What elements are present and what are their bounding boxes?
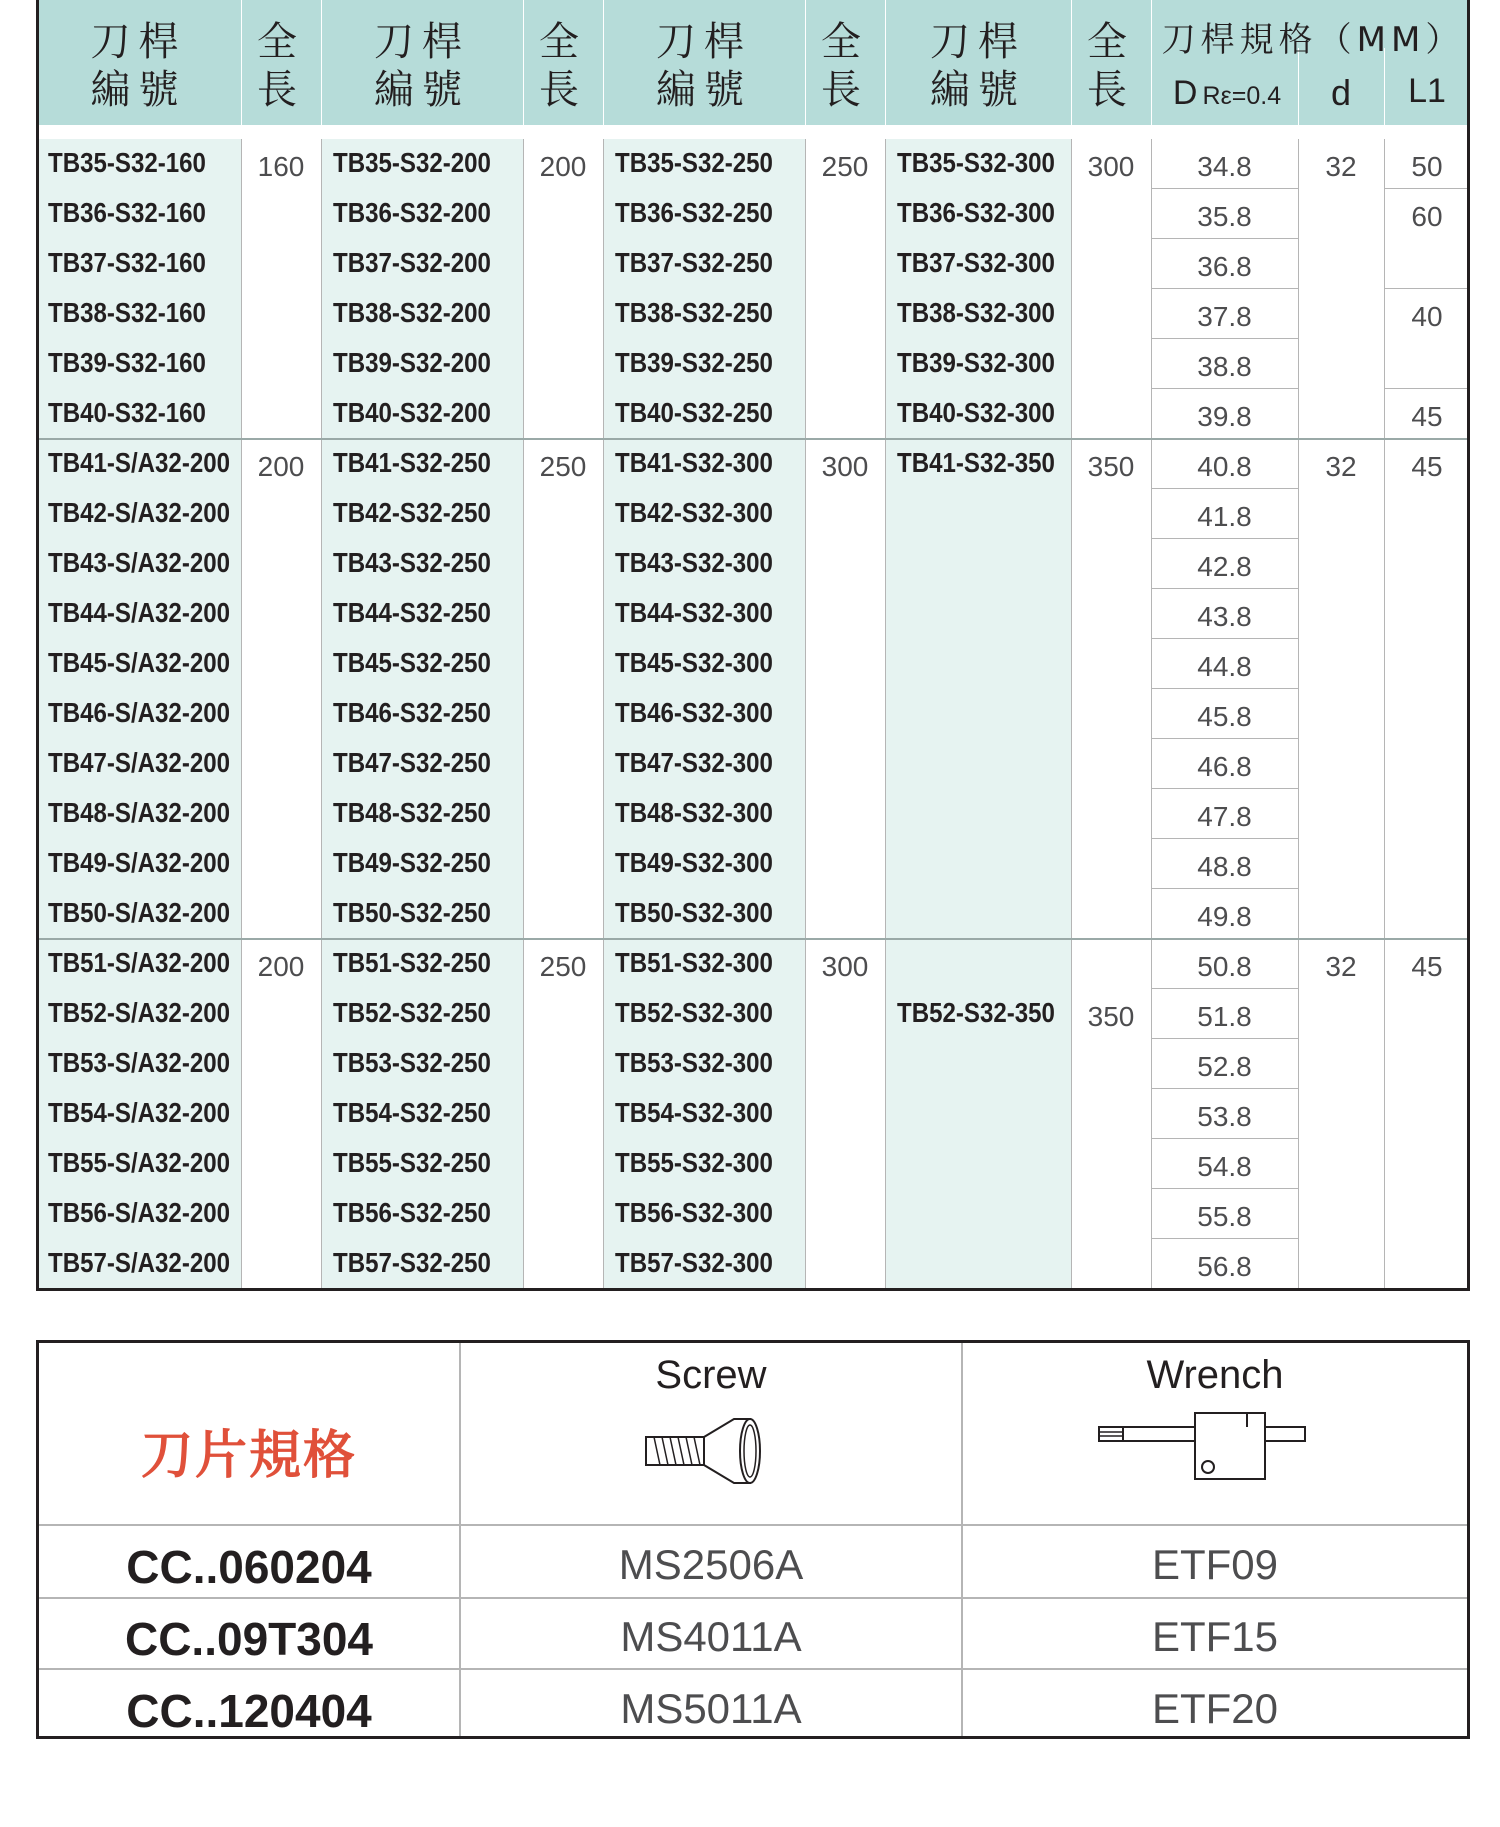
d-radius-value: 52.8 bbox=[1197, 1051, 1252, 1082]
holder-code: TB48-S/A32-200 bbox=[48, 797, 231, 828]
d-radius-value: 54.8 bbox=[1197, 1151, 1252, 1182]
cell-divider bbox=[1151, 388, 1298, 389]
d-radius-value: 56.8 bbox=[1197, 1251, 1252, 1282]
wrench-value-3: ETF20 bbox=[1151, 1685, 1279, 1732]
screw-value-2: MS4011A bbox=[620, 1613, 802, 1660]
cell-divider bbox=[1151, 988, 1298, 989]
d-radius-value: 38.8 bbox=[1197, 351, 1252, 382]
overall-length: 200 bbox=[257, 451, 305, 482]
d-radius-value: 44.8 bbox=[1197, 651, 1252, 682]
d-radius-value: 51.8 bbox=[1197, 1001, 1252, 1032]
column-divider bbox=[885, 139, 886, 1291]
holder-code: TB57-S32-250 bbox=[333, 1247, 491, 1278]
holder-code: TB40-S32-200 bbox=[333, 397, 491, 428]
screw-icon bbox=[644, 1413, 764, 1489]
header-code-2: 刀桿 編號 bbox=[374, 19, 470, 113]
d-radius-value: 47.8 bbox=[1197, 801, 1252, 832]
insert-code-2: CC..09T304 bbox=[124, 1613, 373, 1665]
holder-code: TB52-S/A32-200 bbox=[48, 997, 231, 1028]
cell-divider bbox=[1151, 238, 1298, 239]
column-divider bbox=[523, 139, 524, 1291]
l1-value: 45 bbox=[1411, 451, 1443, 482]
holder-code: TB57-S/A32-200 bbox=[48, 1247, 231, 1278]
holder-code: TB56-S32-250 bbox=[333, 1197, 491, 1228]
holder-code: TB41-S32-250 bbox=[333, 447, 491, 478]
overall-length: 200 bbox=[539, 151, 587, 182]
holder-code: TB52-S32-250 bbox=[333, 997, 491, 1028]
overall-length: 250 bbox=[539, 951, 587, 982]
holder-code: TB41-S32-350 bbox=[897, 447, 1055, 478]
overall-length: 250 bbox=[821, 151, 869, 182]
holder-code: TB56-S32-300 bbox=[615, 1197, 773, 1228]
holder-code: TB46-S32-300 bbox=[615, 697, 773, 728]
header-code-3: 刀桿 編號 bbox=[656, 19, 752, 113]
holder-code: TB39-S32-250 bbox=[615, 347, 773, 378]
cell-divider bbox=[1151, 738, 1298, 739]
holder-code: TB35-S32-250 bbox=[615, 147, 773, 178]
holder-code: TB40-S32-250 bbox=[615, 397, 773, 428]
holder-code: TB35-S32-200 bbox=[333, 147, 491, 178]
holder-code: TB43-S/A32-200 bbox=[48, 547, 231, 578]
shank-diameter: 32 bbox=[1325, 951, 1357, 982]
wrench-header: Wrench bbox=[1146, 1353, 1284, 1397]
holder-code: TB36-S32-250 bbox=[615, 197, 773, 228]
holder-code: TB49-S32-250 bbox=[333, 847, 491, 878]
holder-code: TB45-S32-250 bbox=[333, 647, 491, 678]
d-radius-value: 35.8 bbox=[1197, 201, 1252, 232]
holder-code: TB53-S32-300 bbox=[615, 1047, 773, 1078]
screw-value-3: MS5011A bbox=[620, 1685, 802, 1732]
overall-length: 200 bbox=[257, 951, 305, 982]
holder-code: TB36-S32-160 bbox=[48, 197, 206, 228]
holder-code: TB37-S32-200 bbox=[333, 247, 491, 278]
tool-holder-spec-table bbox=[36, 0, 1470, 1291]
header-length-2: 全 長 bbox=[539, 19, 587, 113]
holder-code: TB37-S32-300 bbox=[897, 247, 1055, 278]
cell-divider bbox=[1151, 288, 1298, 289]
cell-divider bbox=[1151, 1088, 1298, 1089]
holder-code: TB54-S32-250 bbox=[333, 1097, 491, 1128]
holder-code: TB42-S32-300 bbox=[615, 497, 773, 528]
holder-code: TB41-S/A32-200 bbox=[48, 447, 231, 478]
column-divider bbox=[1298, 139, 1299, 1291]
column-divider bbox=[603, 139, 604, 1291]
l1-value: 40 bbox=[1411, 301, 1443, 332]
header-l1: L1 bbox=[1408, 72, 1446, 110]
holder-code: TB44-S32-250 bbox=[333, 597, 491, 628]
holder-code: TB42-S/A32-200 bbox=[48, 497, 231, 528]
overall-length: 160 bbox=[257, 151, 305, 182]
cell-divider bbox=[1151, 638, 1298, 639]
d-radius-value: 34.8 bbox=[1197, 151, 1252, 182]
holder-code: TB50-S32-300 bbox=[615, 897, 773, 928]
overall-length: 300 bbox=[821, 951, 869, 982]
header-code-4: 刀桿 編號 bbox=[930, 19, 1026, 113]
holder-code: TB43-S32-300 bbox=[615, 547, 773, 578]
holder-code: TB52-S32-350 bbox=[897, 997, 1055, 1028]
holder-code: TB52-S32-300 bbox=[615, 997, 773, 1028]
cell-divider bbox=[1151, 838, 1298, 839]
column-divider bbox=[321, 139, 322, 1291]
holder-code: TB51-S/A32-200 bbox=[48, 947, 231, 978]
d-radius-value: 40.8 bbox=[1197, 451, 1252, 482]
header-d-radius: D Rε=0.4 bbox=[1172, 74, 1282, 112]
holder-code: TB36-S32-300 bbox=[897, 197, 1055, 228]
wrench-value-2: ETF15 bbox=[1151, 1613, 1279, 1660]
cell-divider bbox=[1151, 538, 1298, 539]
holder-code: TB55-S/A32-200 bbox=[48, 1147, 231, 1178]
d-radius-value: 50.8 bbox=[1197, 951, 1252, 982]
insert-code-1: CC..060204 bbox=[126, 1541, 372, 1593]
insert-accessory-table bbox=[36, 1340, 1470, 1739]
d-radius-value: 55.8 bbox=[1197, 1201, 1252, 1232]
header-length-1: 全 長 bbox=[257, 19, 305, 113]
holder-code: TB38-S32-250 bbox=[615, 297, 773, 328]
insert-spec-title: 刀片規格 bbox=[140, 1426, 357, 1486]
d-radius-value: 36.8 bbox=[1197, 251, 1252, 282]
group-separator bbox=[36, 938, 1470, 940]
holder-code: TB47-S32-300 bbox=[615, 747, 773, 778]
overall-length: 250 bbox=[539, 451, 587, 482]
holder-code: TB40-S32-300 bbox=[897, 397, 1055, 428]
table-body bbox=[36, 139, 1470, 1291]
cell-divider bbox=[1151, 888, 1298, 889]
column-divider bbox=[241, 139, 242, 1291]
holder-code: TB37-S32-160 bbox=[48, 247, 206, 278]
table-header bbox=[36, 0, 1470, 125]
l1-value: 45 bbox=[1411, 401, 1443, 432]
holder-code: TB41-S32-300 bbox=[615, 447, 773, 478]
holder-code: TB40-S32-160 bbox=[48, 397, 206, 428]
header-small-d: d bbox=[1330, 72, 1352, 113]
holder-code: TB45-S/A32-200 bbox=[48, 647, 231, 678]
holder-code: TB44-S32-300 bbox=[615, 597, 773, 628]
holder-code: TB53-S/A32-200 bbox=[48, 1047, 231, 1078]
holder-code: TB35-S32-300 bbox=[897, 147, 1055, 178]
d-radius-value: 53.8 bbox=[1197, 1101, 1252, 1132]
cell-divider bbox=[1151, 788, 1298, 789]
overall-length: 300 bbox=[1087, 151, 1135, 182]
holder-code: TB39-S32-200 bbox=[333, 347, 491, 378]
holder-code: TB38-S32-200 bbox=[333, 297, 491, 328]
wrench-value-1: ETF09 bbox=[1151, 1541, 1279, 1588]
holder-code: TB57-S32-300 bbox=[615, 1247, 773, 1278]
cell-divider bbox=[1151, 1038, 1298, 1039]
l1-value: 60 bbox=[1411, 201, 1443, 232]
holder-code: TB38-S32-160 bbox=[48, 297, 206, 328]
cell-divider bbox=[1384, 288, 1470, 289]
holder-code: TB38-S32-300 bbox=[897, 297, 1055, 328]
holder-code: TB53-S32-250 bbox=[333, 1047, 491, 1078]
holder-code: TB47-S/A32-200 bbox=[48, 747, 231, 778]
d-radius-value: 49.8 bbox=[1197, 901, 1252, 932]
group-separator bbox=[36, 438, 1470, 440]
cell-divider bbox=[1151, 488, 1298, 489]
cell-divider bbox=[1151, 188, 1298, 189]
holder-code: TB43-S32-250 bbox=[333, 547, 491, 578]
holder-code: TB54-S32-300 bbox=[615, 1097, 773, 1128]
d-radius-value: 45.8 bbox=[1197, 701, 1252, 732]
cell-divider bbox=[1151, 338, 1298, 339]
hex-wrench-icon bbox=[1097, 1411, 1307, 1485]
holder-code: TB35-S32-160 bbox=[48, 147, 206, 178]
holder-code: TB56-S/A32-200 bbox=[48, 1197, 231, 1228]
cell-divider bbox=[1151, 588, 1298, 589]
insert-code-3: CC..120404 bbox=[126, 1685, 372, 1737]
holder-code: TB39-S32-300 bbox=[897, 347, 1055, 378]
holder-code: TB44-S/A32-200 bbox=[48, 597, 231, 628]
holder-code: TB36-S32-200 bbox=[333, 197, 491, 228]
cell-divider bbox=[1151, 1138, 1298, 1139]
holder-code: TB46-S/A32-200 bbox=[48, 697, 231, 728]
column-divider bbox=[805, 139, 806, 1291]
overall-length: 350 bbox=[1087, 451, 1135, 482]
header-length-3: 全 長 bbox=[821, 19, 869, 113]
cell-divider bbox=[1151, 1188, 1298, 1189]
holder-code: TB49-S32-300 bbox=[615, 847, 773, 878]
holder-code: TB42-S32-250 bbox=[333, 497, 491, 528]
holder-code: TB55-S32-300 bbox=[615, 1147, 773, 1178]
holder-code: TB51-S32-300 bbox=[615, 947, 773, 978]
holder-code: TB48-S32-300 bbox=[615, 797, 773, 828]
holder-code: TB37-S32-250 bbox=[615, 247, 773, 278]
cell-divider bbox=[1151, 1238, 1298, 1239]
d-radius-value: 42.8 bbox=[1197, 551, 1252, 582]
d-radius-value: 43.8 bbox=[1197, 601, 1252, 632]
header-code-1: 刀桿 編號 bbox=[90, 19, 187, 113]
column-divider bbox=[1071, 139, 1072, 1291]
header-length-4: 全 長 bbox=[1087, 19, 1135, 113]
overall-length: 350 bbox=[1087, 1001, 1135, 1032]
holder-code: TB50-S/A32-200 bbox=[48, 897, 231, 928]
d-radius-value: 41.8 bbox=[1197, 501, 1252, 532]
shank-diameter: 32 bbox=[1325, 451, 1357, 482]
holder-code: TB49-S/A32-200 bbox=[48, 847, 231, 878]
screw-header: Screw bbox=[655, 1353, 767, 1397]
l1-value: 50 bbox=[1411, 151, 1443, 182]
cell-divider bbox=[1384, 388, 1470, 389]
header-spec-group: 刀桿規格（MM） bbox=[1161, 20, 1465, 60]
cell-divider bbox=[1384, 188, 1470, 189]
d-radius-value: 39.8 bbox=[1197, 401, 1252, 432]
l1-value: 45 bbox=[1411, 951, 1443, 982]
holder-code: TB51-S32-250 bbox=[333, 947, 491, 978]
d-radius-value: 46.8 bbox=[1197, 751, 1252, 782]
holder-code: TB50-S32-250 bbox=[333, 897, 491, 928]
holder-code: TB54-S/A32-200 bbox=[48, 1097, 231, 1128]
d-radius-value: 48.8 bbox=[1197, 851, 1252, 882]
overall-length: 300 bbox=[821, 451, 869, 482]
holder-code: TB45-S32-300 bbox=[615, 647, 773, 678]
screw-value-1: MS2506A bbox=[618, 1541, 804, 1588]
holder-code: TB47-S32-250 bbox=[333, 747, 491, 778]
cell-divider bbox=[1151, 688, 1298, 689]
holder-code: TB55-S32-250 bbox=[333, 1147, 491, 1178]
holder-code: TB46-S32-250 bbox=[333, 697, 491, 728]
holder-code: TB48-S32-250 bbox=[333, 797, 491, 828]
d-radius-value: 37.8 bbox=[1197, 301, 1252, 332]
shank-diameter: 32 bbox=[1325, 151, 1357, 182]
holder-code: TB39-S32-160 bbox=[48, 347, 206, 378]
